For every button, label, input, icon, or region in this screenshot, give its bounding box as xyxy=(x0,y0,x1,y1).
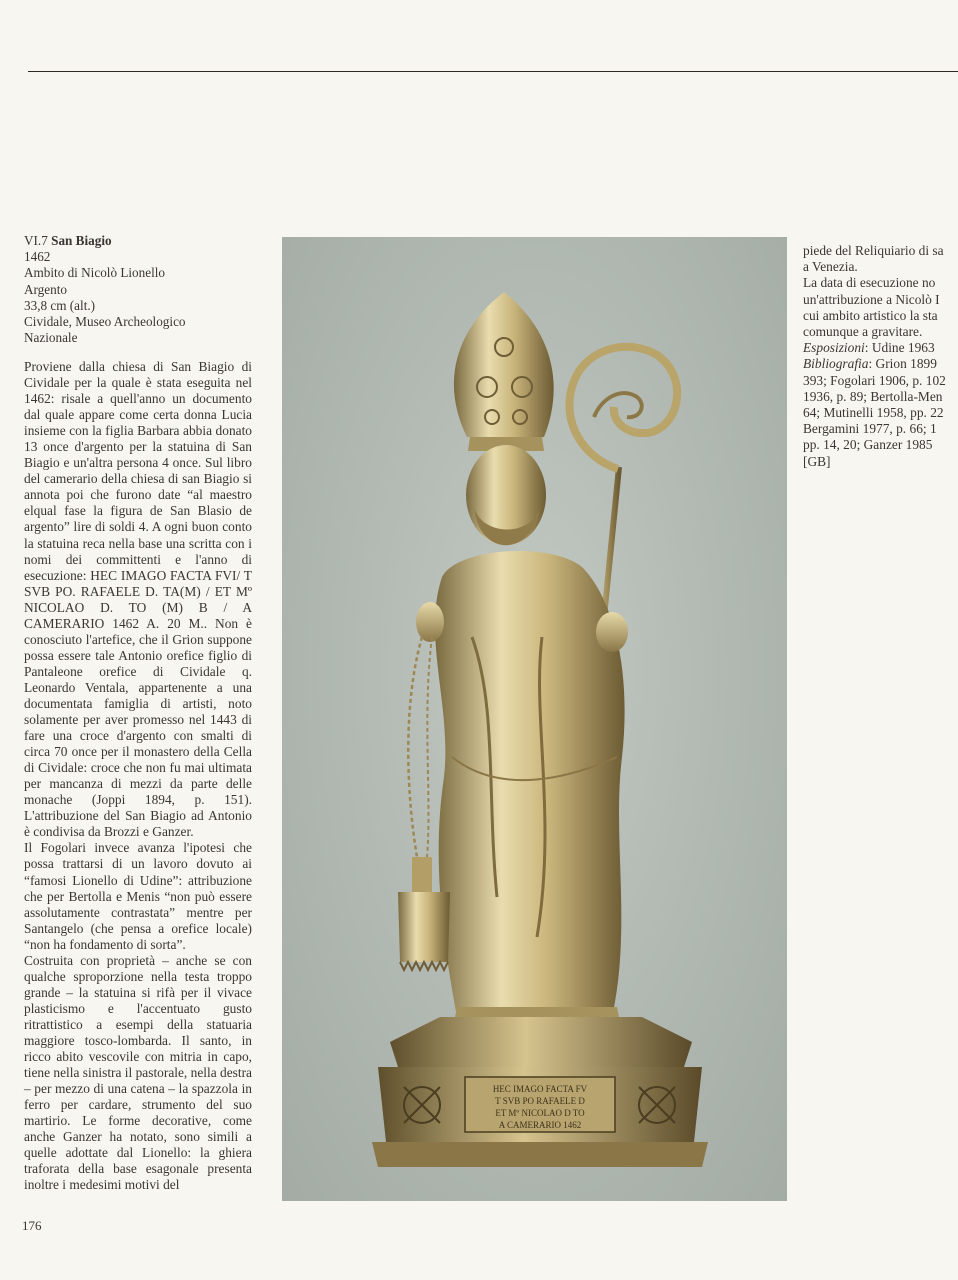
continued-line: 393; Fogolari 1906, p. 102 xyxy=(803,372,946,388)
continued-line: 1936, p. 89; Bertolla-Men xyxy=(803,388,943,404)
author-initials: [GB] xyxy=(803,453,831,469)
continued-line: comunque a gravitare. xyxy=(803,324,923,340)
continued-text-column xyxy=(803,243,958,470)
saint-robe xyxy=(435,551,625,1017)
bibliography-value: : Grion 1899 xyxy=(868,356,937,372)
artwork-attribution: Ambito di Nicolò Lionello xyxy=(24,265,166,281)
inscription-line-2: T SVB PO RAFAELE D xyxy=(495,1096,585,1106)
bibliography-line xyxy=(803,356,958,372)
continued-line: piede del Reliquiario di sa xyxy=(803,243,944,258)
entry-paragraph-1: Proviene dalla chiesa di San Biagio di Cividale per la quale è stata eseguita nel 1462: risale a quell'anno un documento dal quale appare come certa donna Lucia insieme con la figlia Barbara abbia donato 13 once d'argento per la statuina di San Biagio e un'altra persona 4 once. Sul libro del camerario della chiesa di san Biagio si annota poi che furono date “al maestro elqual fase la figura de San Blasio de argento” lire di soldi 4. A ogni buon conto la statuina reca nella base una scritta con i nomi dei committenti e l'anno di esecuzione: HEC IMAGO FACTA FVI/ T SVB PO. RAFAELE D. TA(M) / ET Mº NICOLAO D. TO (M) B / A CAMERARIO 1462 A. 20 M.. Non è conosciuto l'artefice, che il Grion suppone possa essere tale Antonio orefice figlio di Pantaleone orefice di Cividale q. Leonardo Ventala, appartenente a una documentata famiglia di artisti, noto solamente per aver promesso nel 1443 di fare una croce d'argento con smalti di circa 70 once per il monastero della Cella di Cividale: croce che non fu mai ultimata per mancanza di mezzi da parte delle monache (Joppi 1894, p. 151). L'attribuzione del San Biagio ad Antonio è condivisa da Brozzi e Ganzer. xyxy=(24,359,252,840)
artwork-location-line-2: Nazionale xyxy=(24,330,78,346)
continued-line: un'attribuzione a Nicolò I xyxy=(803,291,940,307)
crozier-crook xyxy=(569,347,677,469)
top-rule xyxy=(28,71,958,72)
saint-blaise-statue-illustration xyxy=(282,237,787,1201)
base-top xyxy=(390,1017,692,1067)
continued-line: cui ambito artistico la sta xyxy=(803,307,938,323)
catalogue-caption xyxy=(24,233,264,346)
page-number: 176 xyxy=(22,1218,42,1233)
bibliography-label: Bibliografia xyxy=(803,356,869,372)
continued-line: pp. 14, 20; Ganzer 1985 xyxy=(803,437,933,453)
raised-hand xyxy=(416,602,444,642)
artwork-title: San Biagio xyxy=(51,233,112,248)
chain xyxy=(408,637,422,857)
entry-paragraph-2: Il Fogolari invece avanza l'ipotesi che possa trattarsi di un lavoro dovuto ai “famosi Lionello di Udine”: attribuzione che per Bertolla e Menis “non può essere assolutamente contrastata” mentre per Santangelo (che pensa a orefice locale) “non ha fondamento di sorta”. xyxy=(24,840,252,952)
exhibitions-value: : Udine 1963 xyxy=(864,340,935,356)
exhibitions-line xyxy=(803,340,958,356)
statue-photograph xyxy=(282,237,787,1201)
inscription-line-3: ET Mº NICOLAO D TO xyxy=(495,1108,585,1118)
inscription-line-4: A CAMERARIO 1462 xyxy=(498,1120,582,1130)
artwork-location-line-1: Cividale, Museo Archeologico xyxy=(24,314,186,330)
caption-heading xyxy=(24,233,264,249)
catalogue-number: VI.7 xyxy=(24,233,48,248)
catalogue-entry-text xyxy=(24,359,252,1193)
exhibitions-label: Esposizioni xyxy=(803,340,865,356)
inscription-line-1: HEC IMAGO FACTA FV xyxy=(492,1084,588,1094)
wool-comb xyxy=(398,892,450,962)
entry-paragraph-3: Costruita con proprietà – anche se con qualche sproporzione nella testa troppo grande – la statuina si rifà per il vivace plasticismo e l'accentuato gusto ritrattistico a esempi della statuaria maggiore tosco-lombarda. Il santo, in ricco abito vescovile con mitria in capo, tiene nella sinistra il pastorale, nella destra – per mezzo di una catena – la spazzola in ferro per cardare, strumento del suo martirio. Le forme decorative, come anche Ganzer ha notato, sono simili a quelle adottate dal Lionello: la ghiera traforata della base esagonale presenta inoltre i medesimi motivi del xyxy=(24,952,252,1193)
artwork-size: 33,8 cm (alt.) xyxy=(24,297,96,313)
continued-line: 64; Mutinelli 1958, pp. 22 xyxy=(803,405,944,421)
continued-line: a Venezia. xyxy=(803,259,858,275)
continued-line: Bergamini 1977, p. 66; 1 xyxy=(803,421,937,437)
mitre xyxy=(454,292,554,437)
continued-line: La data di esecuzione no xyxy=(803,275,936,291)
artwork-year: 1462 xyxy=(24,249,51,265)
crozier-hand xyxy=(596,612,628,652)
artwork-material: Argento xyxy=(24,281,67,297)
